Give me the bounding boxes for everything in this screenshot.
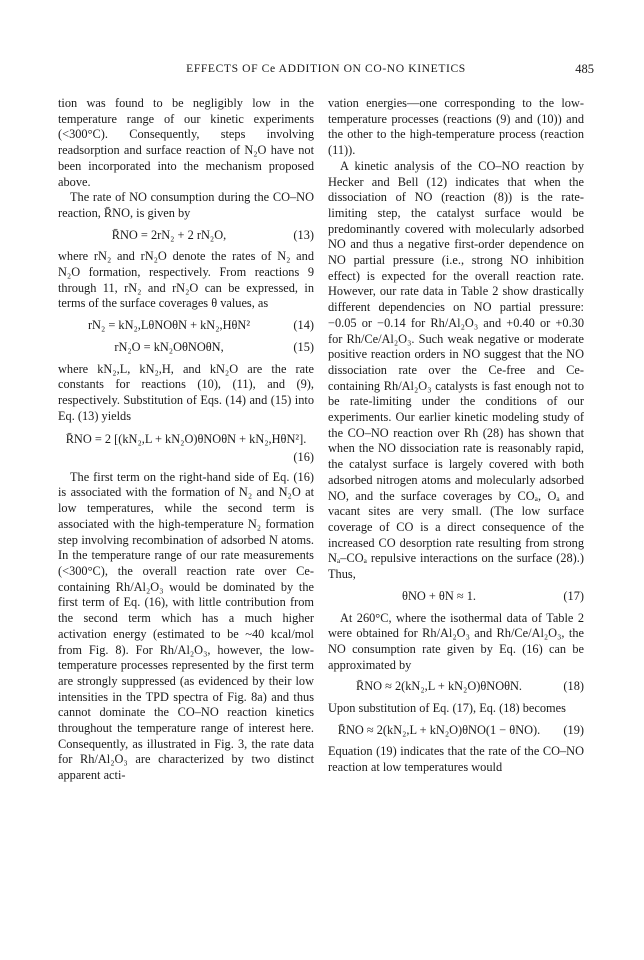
equation-13 [58,228,314,244]
equation-16-formula: R̄NO = 2 [(kN₂,L + kN₂O)θNOθN + kN₂,HθN²]. [65,432,307,447]
equation-17-number: (17) [563,588,584,603]
page-header [58,62,594,80]
equation-14-formula: rN₂ = kN₂,LθNOθN + kN₂,HθN² [87,318,251,333]
right-paragraph-5: Equation (19) indicates that the rate of the CO–NO reaction at low temperatures would [328,744,584,775]
equation-18-number: (18) [563,679,584,694]
equation-15-formula: rN₂O = kN₂OθNOθN, [114,339,224,354]
left-paragraph-2: The rate of NO consumption during the CO–NO reaction, R̄NO, is given by [58,190,314,220]
equation-15 [58,340,314,356]
equation-14-number: (14) [293,318,314,333]
equation-18-formula: R̄NO ≈ 2(kN₂,L + kN₂O)θNOθN. [355,679,523,694]
right-column [328,96,584,776]
left-paragraph-3: where rN₂ and rN₂O denote the rates of N₂ and N₂O formation, respectively. From reactions 9 through 11, rN₂ and rN₂O can be expressed, in terms of the surface coverages θ values, as [58,249,314,311]
running-title: EFFECTS OF Ce ADDITION ON CO-NO KINETICS [186,62,466,75]
left-paragraph-1: tion was found to be negligibly low in the temperature range of our kinetic experiments (<300°C). Consequently, steps involving readsorption and surface reaction of N₂O have not been incorporated into the mechanism proposed above. [58,96,314,189]
equation-17-formula: θNO + θN ≈ 1. [402,588,476,603]
left-paragraph-4: where kN₂,L, kN₂,H, and kN₂O are the rate constants for reactions (10), (11), and (9), respectively. Substitution of Eqs. (14) and (15) into Eq. (13) yields [58,361,314,423]
left-column [58,96,314,784]
equation-19-number: (19) [563,722,584,737]
equation-19 [328,723,584,739]
equation-16 [58,432,314,448]
equation-16-number: (16) [293,450,314,465]
equation-17 [328,589,584,605]
equation-19-formula: R̄NO ≈ 2(kN₂,L + kN₂O)θNO(1 − θNO). [337,722,541,737]
equation-14 [58,318,314,334]
equation-13-number: (13) [293,227,314,242]
right-paragraph-4: Upon substitution of Eq. (17), Eq. (18) becomes [328,701,566,716]
equation-13-formula: R̄NO = 2rN₂ + 2 rN₂O, [111,227,227,242]
right-paragraph-2: A kinetic analysis of the CO–NO reaction by Hecker and Bell (12) indicates that when the dissociation of NO (reaction (8)) is the rate-limiting step, the catalyst surface would be predominantly covered with molecularly adsorbed NO and thus a negative first-order dependence on NO partial pressure (i.e., strong NO inhibition effect) is expected for the overall reaction rate. However, our rate data in Table 2 show drastically different dependencies on NO partial pressure: −0.05 or −0.14 for Rh/Al₂O₃ and +0.40 or +0.30 for Rh/Ce/Al₂O₃. Such weak negative or moderate positive reaction orders in NO suggest that the NO dissociation rate over the Ce-free and Ce-containing Rh/Al₂O₃ catalysts is fast enough not to be rate-limiting under the conditions of our experiments. Our earlier kinetic modeling study of the CO–NO reaction over Rh (28) has shown that when the NO dissociation rate is reasonably rapid, the catalyst surface is largely covered with both adsorbed nitrogen atoms and molecularly adsorbed NO, and the surface coverages by COₐ, Oₐ and vacant sites are very small. (The low surface coverage of CO is a direct consequence of the increased CO desorption rate resulting from strong Nₐ–COₐ repulsive interactions on the surface (28).) Thus, [328,158,584,582]
page-number: 485 [575,62,594,76]
right-paragraph-1: vation energies—one corresponding to the low-temperature processes (reactions (9) and (10)) and the other to the high-temperature process (reaction (11)). [328,96,584,158]
equation-15-number: (15) [293,339,314,354]
equation-18 [328,679,584,695]
right-paragraph-3: At 260°C, where the isothermal data of Table 2 were obtained for Rh/Al₂O₃ and Rh/Ce/Al₂O₃, the NO consumption rate given by Eq. (16) can be approximated by [328,610,584,672]
left-paragraph-5: The first term on the right-hand side of Eq. (16) is associated with the formation of N₂ and N₂O at low temperatures, while the second term is associated with the high-temperature N₂ formation step involving recombination of adsorbed N atoms. In the temperature range of our rate measurements (<300°C), the overall reaction rate over Ce-containing Rh/Al₂O₃ would be dominated by the first term of Eq. (16), with little contribution from the second term which has a much higher activation energy (estimated to be ~40 kcal/mol from Fig. 8). For Rh/Al₂O₃, however, the low-temperature processes represented by the first term are strongly suppressed (as evidenced by their low intensities in the TPD spectra of Fig. 8a) and thus cannot dominate the CO–NO reaction kinetics throughout the temperature range of interest here. Consequently, as illustrated in Fig. 3, the rate data for Rh/Al₂O₃ are characterized by two distinct apparent acti- [58,469,314,783]
